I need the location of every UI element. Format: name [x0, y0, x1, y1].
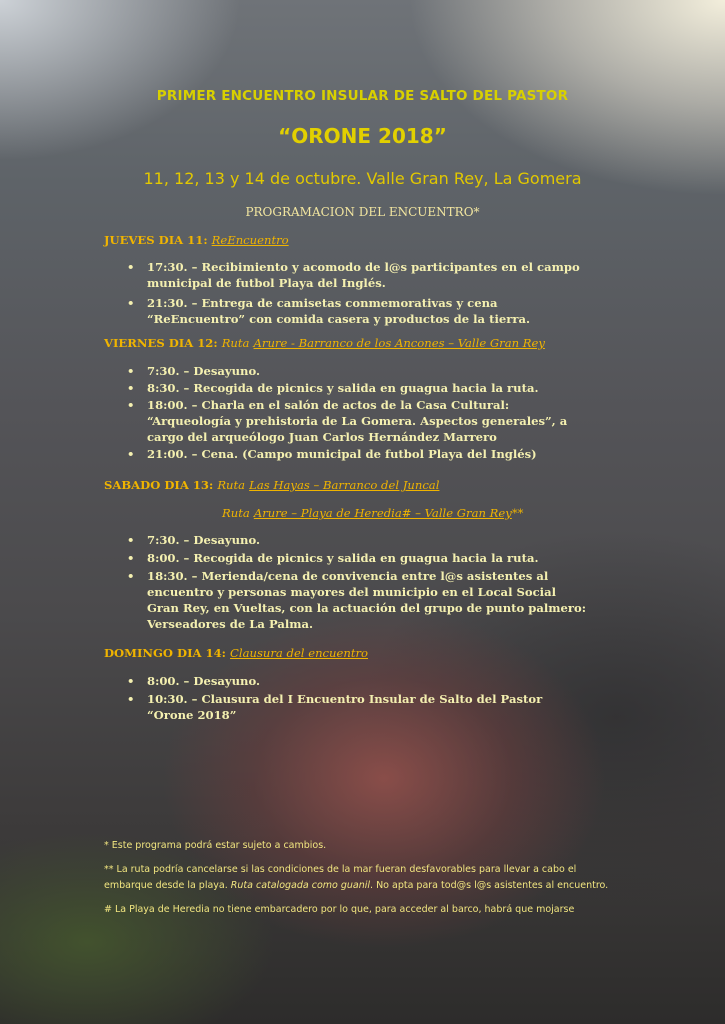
list-item	[127, 446, 627, 462]
bullet-icon: •	[127, 260, 135, 274]
bullet-icon: •	[127, 447, 135, 461]
program-heading: PROGRAMACION DEL ENCUENTRO*	[245, 205, 480, 219]
event-name: “ORONE 2018”	[278, 124, 447, 148]
route-prefix: Ruta	[217, 478, 246, 492]
day-header-viernes	[104, 336, 545, 350]
footnotes	[104, 838, 624, 918]
list-item	[127, 295, 627, 327]
bullet-icon: •	[127, 364, 135, 378]
bullet-icon: •	[127, 692, 135, 706]
bullet-icon: •	[127, 296, 135, 310]
list-item	[127, 673, 627, 689]
list-item	[127, 397, 627, 445]
route-prefix: Ruta	[221, 336, 250, 350]
footnote-cancel-italic: Ruta catalogada como guanil	[230, 880, 371, 891]
alt-route-event: Arure – Playa de Heredia# – Valle Gran Rey	[253, 506, 512, 520]
footnote-heredia: # La Playa de Heredia no tiene embarcadero por lo que, para acceder al barco, habrá que mojarse	[104, 904, 575, 915]
route-prefix: Ruta	[222, 506, 250, 520]
list-item	[127, 363, 627, 379]
day-header-sabado-alt	[222, 506, 523, 520]
item-text: 7:30. – Desayuno.	[147, 364, 261, 378]
footnote-cancel-end: . No apta para tod@s l@s asistentes al encuentro.	[370, 880, 609, 891]
footnote-changes: * Este programa podrá estar sujeto a cambios.	[104, 840, 327, 851]
event-dates-place: 11, 12, 13 y 14 de octubre. Valle Gran Rey, La Gomera	[143, 169, 582, 188]
day-label: DOMINGO DIA 14:	[104, 646, 226, 660]
bullet-icon: •	[127, 551, 135, 565]
footnote-cancel-text: ** La ruta podría cancelarse si las condiciones de la mar fueran desfavorables para llevar a cabo el embarque desde la playa.	[104, 864, 577, 891]
day-label: VIERNES DIA 12:	[104, 336, 218, 350]
list-item	[127, 568, 627, 632]
list-item	[127, 691, 627, 723]
item-text: 21:00. – Cena. (Campo municipal de futbol Playa del Inglés)	[147, 447, 537, 461]
day-event: Arure - Barranco de los Ancones – Valle Gran Rey	[253, 336, 545, 350]
item-text: 7:30. – Desayuno.	[147, 533, 261, 547]
alt-route-suffix: **	[511, 506, 524, 520]
bullet-icon: •	[127, 398, 135, 412]
day-label: JUEVES DIA 11:	[104, 233, 208, 247]
item-text: 18:00. – Charla en el salón de actos de la Casa Cultural: “Arqueología y prehistoria de La Gomera. Aspectos generales”, a cargo del arqueólogo Juan Carlos Hernández Marrero	[147, 398, 568, 444]
item-text: 8:30. – Recogida de picnics y salida en guagua hacia la ruta.	[147, 381, 539, 395]
bullet-icon: •	[127, 674, 135, 688]
bullet-icon: •	[127, 381, 135, 395]
item-text: 10:30. – Clausura del I Encuentro Insular de Salto del Pastor “Orone 2018”	[147, 692, 543, 722]
list-item	[127, 259, 627, 291]
day-label: SABADO DIA 13:	[104, 478, 214, 492]
day-list-domingo	[127, 673, 627, 723]
item-text: 8:00. – Recogida de picnics y salida en guagua hacia la ruta.	[147, 551, 539, 565]
day-header-jueves	[104, 233, 289, 247]
day-header-domingo	[104, 646, 368, 660]
bullet-icon: •	[127, 533, 135, 547]
day-event: ReEncuentro	[211, 233, 289, 247]
day-list-sabado	[127, 532, 627, 632]
item-text: 18:30. – Merienda/cena de convivencia entre l@s asistentes al encuentro y personas mayores del municipio en el Local Social Gran Rey, en Vueltas, con la actuación del grupo de punto palmero: Verseadores de La Palma.	[147, 569, 587, 631]
item-text: 21:30. – Entrega de camisetas conmemorativas y cena “ReEncuentro” con comida casera y productos de la tierra.	[147, 296, 530, 326]
event-title: PRIMER ENCUENTRO INSULAR DE SALTO DEL PASTOR	[156, 88, 569, 104]
list-item	[127, 532, 627, 548]
item-text: 17:30. – Recibimiento y acomodo de l@s participantes en el campo municipal de futbol Playa del Inglés.	[147, 260, 580, 290]
day-list-viernes	[127, 363, 627, 462]
list-item	[127, 380, 627, 396]
bullet-icon: •	[127, 569, 135, 583]
list-item	[127, 550, 627, 566]
day-list-jueves	[127, 259, 627, 327]
day-event: Clausura del encuentro	[230, 646, 369, 660]
day-header-sabado	[104, 478, 439, 492]
item-text: 8:00. – Desayuno.	[147, 674, 261, 688]
footnote-cancel	[104, 862, 624, 894]
day-event: Las Hayas – Barranco del Juncal	[249, 478, 440, 492]
